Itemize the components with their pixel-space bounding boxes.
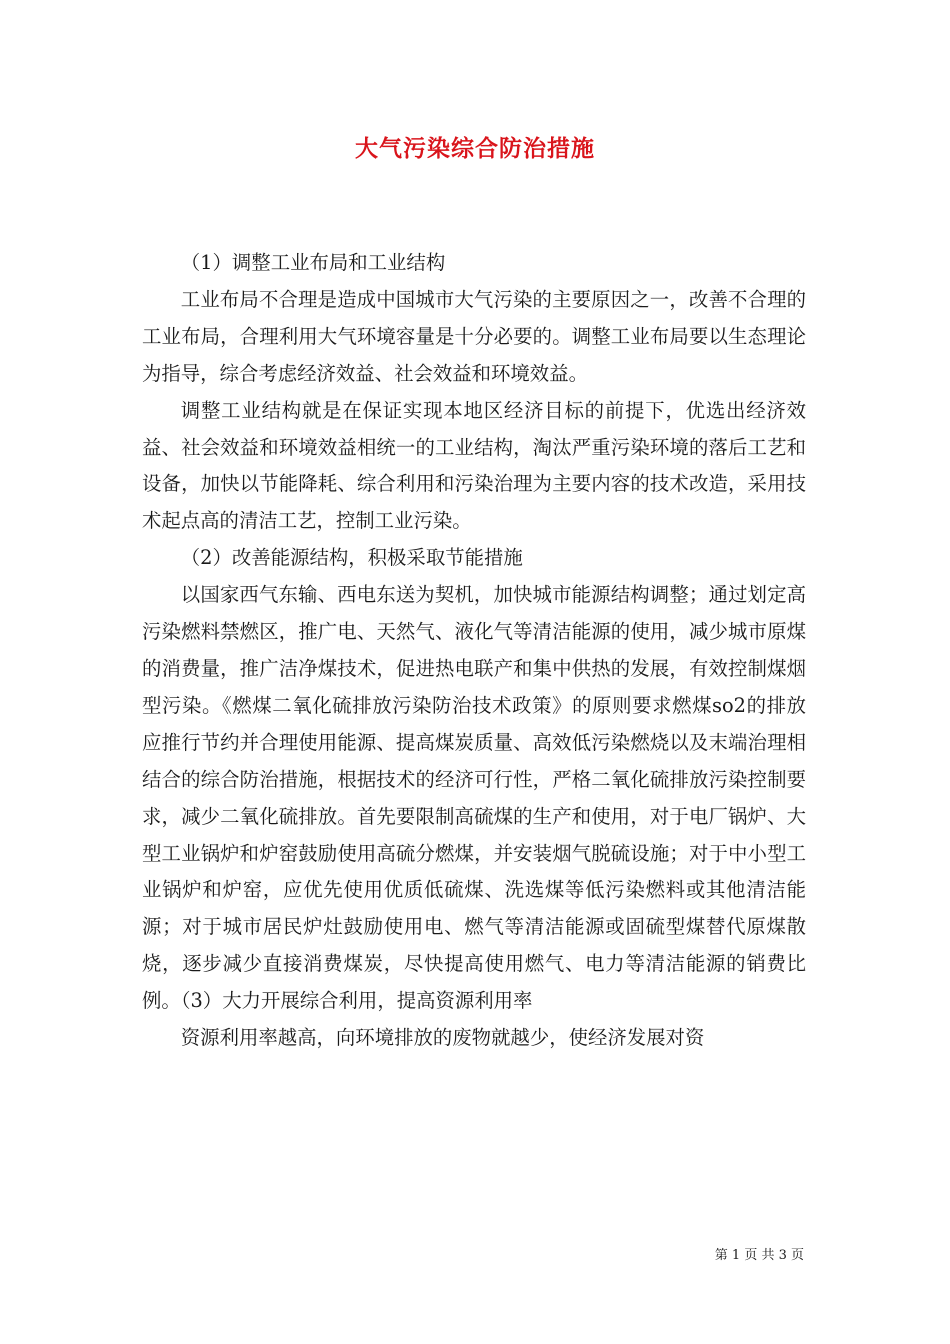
- paragraph: 调整工业结构就是在保证实现本地区经济目标的前提下，优选出经济效益、社会效益和环境效益相统一的工业结构，淘汰严重污染环境的落后工艺和设备，加快以节能降耗、综合利用和污染治理为主要内容的技术改造，采用技术起点高的清洁工艺，控制工业污染。: [142, 398, 806, 533]
- section-heading-1: （1）调整工业布局和工业结构: [180, 251, 446, 274]
- section-heading-2: （2）改善能源结构，积极采取节能措施: [180, 546, 523, 570]
- paragraph: 资源利用率越高，向环境排放的废物就越少，使经济发展对资: [180, 1026, 705, 1050]
- document-body: [142, 245, 806, 1057]
- page-number: 第 1 页 共 3 页: [714, 1248, 804, 1263]
- paragraph: 以国家西气东输、西电东送为契机，加快城市能源结构调整；通过划定高污染燃料禁燃区，推广电、天然气、液化气等清洁能源的使用，减少城市原煤的消费量，推广洁净煤技术，促进热电联产和集中供热的发展，有效控制煤烟型污染。《燃煤二氧化硫排放污染防治技术政策》的原则要求燃煤so2的排放应推行节约并合理使用能源、提高煤炭质量、高效低污染燃烧以及末端治理相结合的综合防治措施，根据技术的经济可行性，严格二氧化硫排放污染控制要求，减少二氧化硫排放。首先要限制高硫煤的生产和使用，对于电厂锅炉、大型工业锅炉和炉窑鼓励使用高硫分燃煤，并安装烟气脱硫设施；对于中小型工业锅炉和炉窑，应优先使用优质低硫煤、洗选煤等低污染燃料或其他清洁能源；对于城市居民炉灶鼓励使用电、燃气等清洁能源或固硫型煤替代原煤散烧，逐步减少直接消费煤炭，尽快提高使用燃气、电力等清洁能源的销费比例。（3）大力开展综合利用，提高资源利用率: [142, 583, 806, 1013]
- document-title: 大气污染综合防治措施: [355, 135, 595, 162]
- paragraph: 工业布局不合理是造成中国城市大气污染的主要原因之一，改善不合理的工业布局，合理利用大气环境容量是十分必要的。调整工业布局要以生态理论为指导，综合考虑经济效益、社会效益和环境效益。: [142, 287, 806, 385]
